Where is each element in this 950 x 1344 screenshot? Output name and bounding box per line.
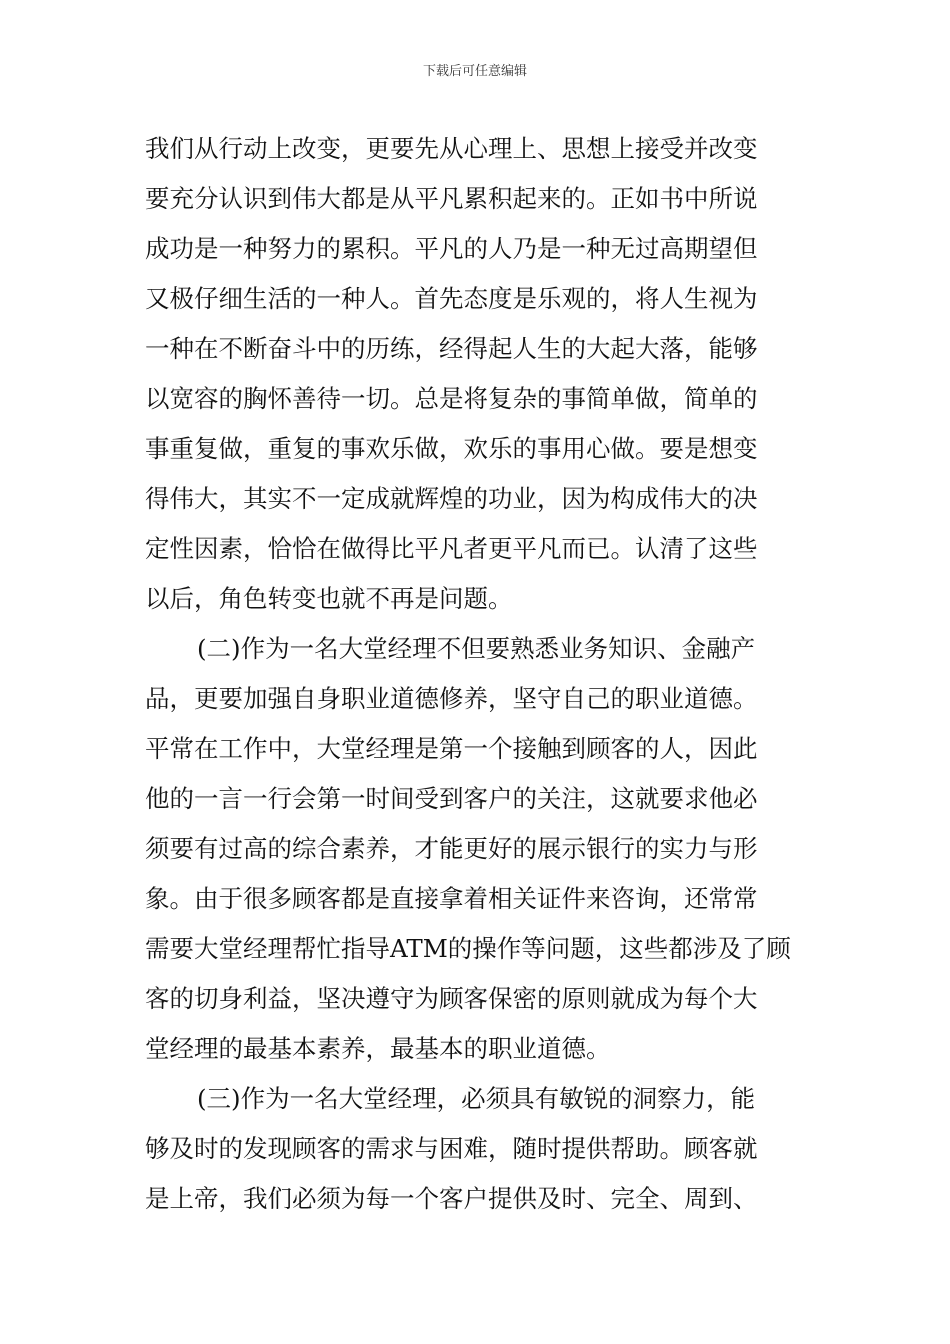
text-line: 我们从行动上改变，更要先从心理上、思想上接受并改变	[145, 134, 758, 163]
text-line: 是上帝，我们必须为每一个客户提供及时、完全、周到、	[145, 1184, 758, 1213]
text-line: 象。由于很多顾客都是直接拿着相关证件来咨询，还常常	[145, 884, 758, 913]
text-line: 堂经理的最基本素养，最基本的职业道德。	[145, 1034, 611, 1063]
text-line: 客的切身利益，坚决遵守为顾客保密的原则就成为每个大	[145, 984, 758, 1013]
document-body	[145, 124, 810, 1224]
text-line: 得伟大，其实不一定成就辉煌的功业，因为构成伟大的决	[145, 484, 758, 513]
paragraph-3-start: (三)作为一名大堂经理，必须具有敏锐的洞察力，能	[197, 1084, 756, 1113]
page-header: 下载后可任意编辑	[422, 64, 527, 79]
text-line: 定性因素，恰恰在做得比平凡者更平凡而已。认清了这些	[145, 534, 758, 563]
text-line: 需要大堂经理帮忙指导ATM的操作等问题，这些都涉及了顾	[145, 934, 791, 963]
text-line: 又极仔细生活的一种人。首先态度是乐观的，将人生视为	[145, 284, 758, 313]
text-line: 须要有过高的综合素养，才能更好的展示银行的实力与形	[145, 834, 758, 863]
text-line: 平常在工作中，大堂经理是第一个接触到顾客的人，因此	[145, 734, 758, 763]
text-line: 以后，角色转变也就不再是问题。	[145, 584, 513, 613]
text-line: 一种在不断奋斗中的历练，经得起人生的大起大落，能够	[145, 334, 758, 363]
text-line: 品，更要加强自身职业道德修养，坚守自己的职业道德。	[145, 684, 758, 713]
text-line: 够及时的发现顾客的需求与困难，随时提供帮助。顾客就	[145, 1134, 758, 1163]
text-line: 他的一言一行会第一时间受到客户的关注，这就要求他必	[145, 784, 758, 813]
text-line: 事重复做，重复的事欢乐做，欢乐的事用心做。要是想变	[145, 434, 758, 463]
paragraph-2-start: (二)作为一名大堂经理不但要熟悉业务知识、金融产	[197, 634, 756, 663]
text-line: 以宽容的胸怀善待一切。总是将复杂的事简单做，简单的	[145, 384, 758, 413]
text-line: 成功是一种努力的累积。平凡的人乃是一种无过高期望但	[145, 234, 758, 263]
text-line: 要充分认识到伟大都是从平凡累积起来的。正如书中所说	[145, 184, 758, 213]
